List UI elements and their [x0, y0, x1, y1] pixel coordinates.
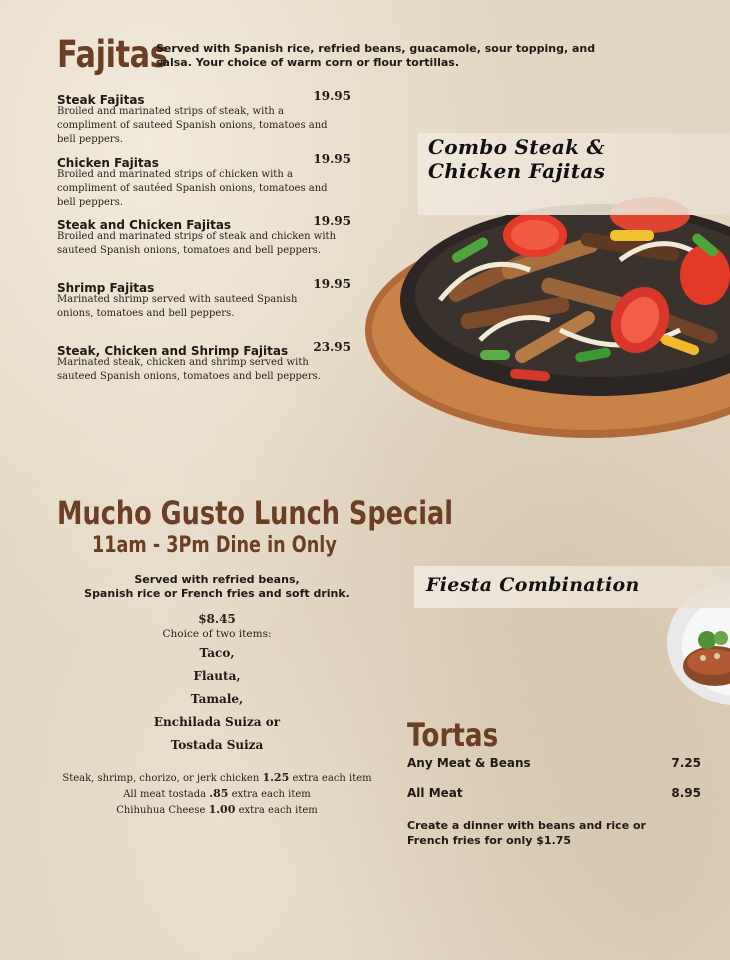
- item-description: Marinated steak, chicken and shrimp served with sauteed Spanish onions, tomatoes and bell peppers.: [57, 357, 321, 382]
- lunch-item: Enchilada Suiza or: [153, 715, 281, 729]
- lunch-item: Tostada Suiza: [170, 738, 264, 752]
- fajitas-description: Served with Spanish rice, refried beans, guacamole, sour topping, and salsa. Your choice of warm corn or flour tortillas.: [156, 42, 596, 69]
- lunch-item: Taco,: [199, 646, 235, 660]
- item-description: Marinated shrimp served with sauteed Spanish onions, tomatoes and bell peppers.: [57, 294, 298, 319]
- lunch-item: Tamale,: [190, 692, 244, 706]
- lunch-served-line1: Served with refried beans,: [134, 573, 300, 586]
- lunch-served-with: [57, 573, 377, 601]
- menu-item-chicken-fajitas: [57, 152, 351, 210]
- item-price: 19.95: [313, 277, 351, 291]
- menu-item-steak-chicken-fajitas: [57, 214, 351, 258]
- lunch-choice-label: Choice of two items:: [162, 628, 272, 640]
- item-name: Any Meat & Beans: [407, 756, 531, 770]
- fiesta-banner-title: Fiesta Combination: [426, 574, 640, 596]
- item-description: Broiled and marinated strips of steak, with a compliment of sauteed Spanish onions, tomatoes and bell peppers.: [57, 106, 328, 145]
- combo-fajitas-banner: [418, 133, 730, 215]
- lunch-extra-row: [57, 770, 377, 786]
- extra-price: 1.00: [208, 803, 236, 816]
- combo-banner-line1: Combo Steak &: [428, 135, 605, 159]
- lunch-extra-row: [57, 786, 377, 802]
- lunch-items-list: [57, 642, 377, 757]
- tortas-dinner-note: Create a dinner with beans and rice or French fries for only $1.75: [407, 819, 646, 847]
- lunch-price: $8.45: [198, 612, 236, 626]
- item-price: 7.25: [671, 756, 701, 770]
- extra-text: Steak, shrimp, chorizo, or jerk chicken: [62, 773, 260, 784]
- combo-banner-line2: Chicken Fajitas: [428, 159, 606, 183]
- lunch-special-heading: Mucho Gusto Lunch Special: [57, 494, 454, 532]
- fajita-skillet-image: [360, 180, 730, 445]
- item-name: Steak, Chicken and Shrimp Fajitas: [57, 344, 289, 358]
- extra-price: .85: [209, 787, 229, 800]
- extra-suffix: extra each item: [231, 789, 311, 800]
- extra-suffix: extra each item: [292, 773, 372, 784]
- extra-suffix: extra each item: [238, 805, 318, 816]
- item-description: Broiled and marinated strips of steak and chicken with sauteed Spanish onions, tomatoes and bell peppers.: [57, 231, 337, 256]
- fiesta-combination-banner: [414, 566, 730, 608]
- fajitas-heading: Fajitas: [57, 33, 168, 76]
- menu-item-torta-meat-beans: [407, 756, 701, 772]
- extra-price: 1.25: [262, 771, 290, 784]
- item-name: All Meat: [407, 786, 463, 800]
- lunch-extra-row: [57, 802, 377, 818]
- tortas-heading: Tortas: [407, 716, 499, 754]
- lunch-item: Flauta,: [193, 669, 241, 683]
- extra-text: All meat tostada: [123, 789, 207, 800]
- lunch-special-hours: 11am - 3Pm Dine in Only: [92, 533, 337, 558]
- item-price: 19.95: [313, 89, 351, 103]
- extra-text: Chihuhua Cheese: [116, 805, 206, 816]
- menu-item-steak-chicken-shrimp-fajitas: [57, 340, 351, 384]
- item-name: Chicken Fajitas: [57, 156, 159, 170]
- menu-item-shrimp-fajitas: [57, 277, 351, 321]
- combo-banner-title: [428, 135, 605, 183]
- item-price: 19.95: [313, 152, 351, 166]
- item-price: 19.95: [313, 214, 351, 228]
- item-name: Steak and Chicken Fajitas: [57, 218, 232, 232]
- lunch-extras: [57, 770, 377, 818]
- item-name: Steak Fajitas: [57, 93, 145, 107]
- item-name: Shrimp Fajitas: [57, 281, 155, 295]
- item-price: 23.95: [313, 340, 351, 354]
- menu-item-torta-all-meat: [407, 786, 701, 802]
- item-description: Broiled and marinated strips of chicken with a compliment of sautéed Spanish onions, tomatoes and bell peppers.: [57, 169, 328, 208]
- lunch-served-line2: Spanish rice or French fries and soft drink.: [84, 587, 350, 600]
- menu-item-steak-fajitas: [57, 89, 351, 147]
- item-price: 8.95: [671, 786, 701, 800]
